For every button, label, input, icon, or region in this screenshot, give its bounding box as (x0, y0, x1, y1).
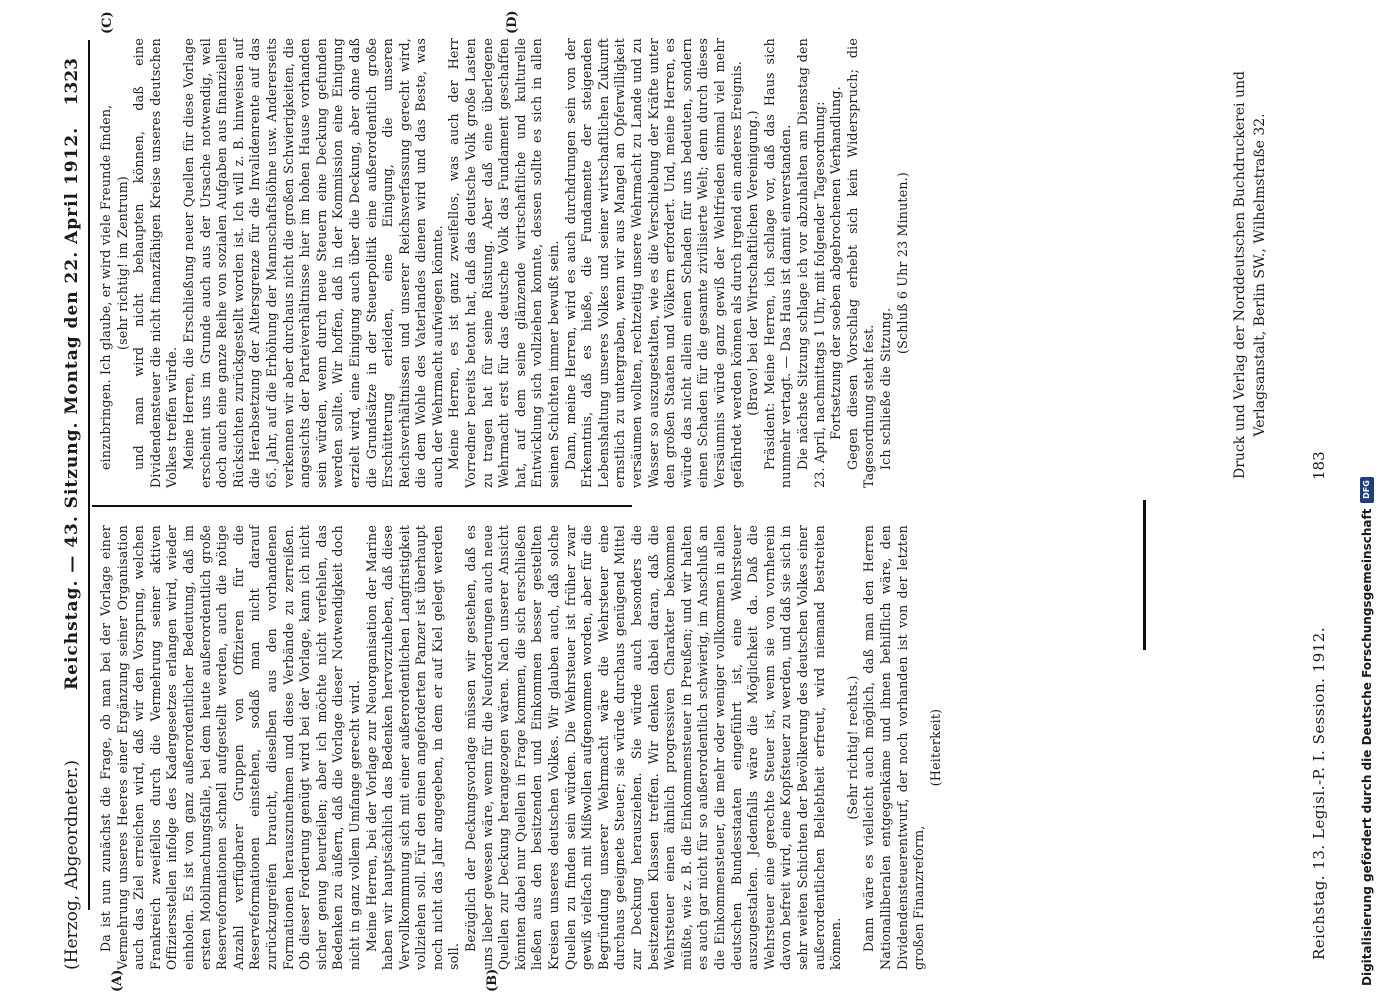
paragraph: einzubringen. Ich glaube, er wird viele Freunde finden, (98, 104, 113, 470)
paragraph: Da ist nun zunächst die Frage, ob man bei der Vorlage einer Vermehrung unseres Heeres einer Ergänzung seiner Organisation auch das Ziel erreichen wird, daß wir den Vorsprung, welchen Frankreich zweifellos durch die Vermehrung seiner aktiven Offiziersstellen infolge des Kadergesetzes erlangen wird, wieder einholen. Es ist von ganz außerordentlicher Bedeutung, daß im ersten Mobilmachungsfalle, bei dem heute außerordentlich große Reserveformationen schnell aufgestellt werden, auch die nötige Anzahl verfügbarer Gruppen von Offizieren für die Reserveformationen einstehen, sodaß man nicht darauf zurückzugreifen braucht, dieselben aus den vorhandenen Formationen herauszunehmen und diese Verbände zu zerreißen. Ob dieser Forderung genügt wird bei der Vorlage, kann ich nicht sicher genug beurteilen; aber ich möchte nicht verfehlen, das Bedenken zu äußern, daß die Vorlage dieser Notwendigkeit doch nicht in ganz vollem Umfange gerecht wird. (98, 525, 362, 970)
paragraph: Meine Herren, es ist ganz zweifellos, was auch der Herr Vorredner bereits betont hat, daß das deutsche Volk große Lasten zu tragen hat für seine Rüstung. Aber daß eine überlegene Wehrmacht erst für das deutsche Volk das Fundament geschaffen hat, auf dem seine glänzende wirtschaftliche und kulturelle Entwicklung sich vollziehen konnte, dessen sollte es sich in allen seinen Schichten immer bewußt sein. (446, 38, 562, 488)
paragraph: Die nächste Sitzung schlage ich vor abzuhalten am Dienstag den 23. April, nachmittags 1 Uhr, mit folgender Tagesordnung: (794, 38, 827, 488)
interjection: (sehr richtig! im Zentrum) (114, 176, 130, 350)
digitization-text: Digitalisierung gefördert durch die Deutsche Forschungsgemeinschaft (1360, 508, 1374, 986)
paragraph: Präsident: Meine Herren, ich schlage vor, daß das Haus sich nunmehr vertagt. — Das Haus ist damit einverstanden. (761, 38, 794, 488)
digitization-note (1360, 0, 1374, 1000)
interjection: (Sehr richtig! rechts.) (844, 675, 860, 820)
footer-session: Reichstag. 13. Legisl.-P. I. Session. 1912. (1310, 626, 1328, 960)
margin-mark-a: (A) (110, 969, 125, 992)
page-header (62, 0, 88, 1000)
paragraph: Meine Herren, bei der Vorlage zur Neuorganisation der Marine haben wir hauptsächlich das Bedenken hervorzuheben, daß diese Vervollkommnung sich mit einer außerordentlichen Langfristigkeit vollziehen soll. Für den einen angeforderten Panzer ist überhaupt noch nicht das Jahr angegeben, in dem er auf Kiel gelegt werden soll. (363, 525, 462, 970)
header-rule (88, 40, 90, 910)
session-close: (Schluß 6 Uhr 23 Minuten.) (894, 172, 910, 354)
paragraph: Dann wäre es vielleicht auch möglich, daß man den Herren Nationalliberalen entgegenkäme und ihnen behilflich wäre, den Dividendensteuerentwurf, der noch vorhanden ist von der letzten großen Finanzreform, (861, 525, 927, 970)
dfg-logo-icon: DFG (1360, 477, 1374, 503)
paragraph: Bezüglich der Deckungsvorlage müssen wir gestehen, daß es uns lieber gewesen wäre, wenn für die Neuforderungen auch neue Quellen zur Deckung herangezogen wären. Nach unserer Ansicht könnten dabei nur Quellen in Frage kommen, die sich erschließen ließen aus den besitzenden und Einkommen besser gestellten Kreisen unseres deutschen Volkes. Wir glauben auch, daß solche Quellen zu finden sein würden. Die Wehrsteuer ist früher zwar gewiß vielfach mit Mißwollen aufgenommen worden, aber für die Begründung unserer Wehrmacht wäre die Wehrsteuer eine durchaus geeignete Steuer; sie würde durchaus genügend Mittel zur Deckung herausziehen. Sie würde auch besonders die besitzenden Klassen treffen. Wir denken dabei daran, daß die Wehrsteuer einen ähnlich progressiven Charakter bekommen müßte, wie z. B. die Einkommensteuer in Preußen; und wir halten es auch gar nicht für so außerordentlich schwierig, im Anschluß an die Einkommensteuer, die mehr oder weniger vollkommen in allen deutschen Bundesstaaten eingeführt ist, eine Wehrsteuer auszugestalten. Jedenfalls wäre die Möglichkeit da. Daß die Wehrsteuer eine gerechte Steuer ist, wenn sie von vornherein davon befreit wird, eine Kopfsteuer zu werden, und daß sie sich in sehr weiten Schichten der Bevölkerung des deutschen Volkes einer außerordentlichen Beliebtheit erfreut, wird niemand bestreiten können. (463, 525, 844, 970)
right-column (98, 38, 911, 488)
paragraph: und man wird nicht behaupten können, daß eine Dividendensteuer die nicht finanzfähigen Kreise unseres deutschen Volkes treffen würde. (131, 38, 180, 488)
paragraph: Ich schließe die Sitzung. (877, 307, 893, 470)
page-number-bottom: 183 (1310, 451, 1328, 480)
paragraph: Gegen diesen Vorschlag erhebt sich kein Widerspruch; die Tagesordnung steht fest. (844, 38, 877, 488)
page-number-top: 1323 (62, 58, 82, 106)
paragraph: Meine Herren, die Erschließung neuer Quellen für diese Vorlage erscheint uns im Grunde auch aus der Ursache notwendig, weil doch auch eine ganze Reihe von sozialen Aufgaben aus finanziellen Rücksichten zurückgestellt worden ist. Ich will z. B. hinweisen auf die Herabsetzung der Altersgrenze für die Invalidenrente auf das 65. Jahr, auf die Erhöhung der Mannschaftslöhne usw. Andererseits verkennen wir aber durchaus nicht die großen Schwierigkeiten, die angesichts der Parteiverhältnisse hier im hohen Hause vorhanden sein würden, wenn durch neue Steuern eine Deckung gefunden werden sollte. Wir hoffen, daß in der Kommission eine Einigung erzielt wird, eine Einigung auch über die Deckung, aber ohne daß die Grundsätze in der Steuerpolitik eine außerordentlich große Erschütterung erleiden, eine Einigung, die unseren Reichsverhältnissen und unserer Reichsverfassung gerecht wird, die dem Wohle des Vaterlandes dienen wird und das Beste, was auch der Wehrmacht aufwiegen könnte. (180, 38, 445, 488)
left-column (98, 525, 944, 970)
margin-mark-c: (C) (100, 11, 115, 34)
margin-mark-d: (D) (505, 10, 520, 34)
speaker-note: (Herzog, Abgeordneter.) (62, 759, 82, 970)
printer-imprint: Druck und Verlag der Norddeutschen Buchdruckerei und Verlagsanstalt, Berlin SW., Wilhelmstraße 32. (1232, 71, 1268, 479)
separator-line (1143, 500, 1146, 650)
column-divider (92, 505, 632, 507)
paragraph: Dann, meine Herren, wird es auch durchdrungen sein von der Erkenntnis, daß es hieße, die Fundamente der steigenden Lebenshaltung unseres Volkes und seiner wirtschaftlichen Zukunft ernstlich zu untergraben, wenn wir aus Mangel an Opferwilligkeit versäumen wollten, rechtzeitig unsere Wehrmacht zu Lande und zu Wasser so auszugestalten, wie es die Verschiebung der Kräfte unter den großen Staaten und Völkern erfordert. Und, meine Herren, es würde das nicht allein einen Schaden für uns bedeuten, sondern einen Schaden für die gesamte zivilisierte Welt; denn durch dieses Versäumnis würde ganz gewiß der Weltfrieden einmal viel mehr gefährdet werden können als durch irgend ein anderes Ereignis. (562, 38, 744, 488)
session-title: Reichstag. — 43. Sitzung. Montag den 22. April 1912. (62, 126, 82, 690)
agenda-item: Fortsetzung der soeben abgebrochenen Verhandlung. (828, 86, 844, 440)
interjection: (Heiterkeit) (927, 708, 943, 787)
interjection: (Bravo! bei der Wirtschaftlichen Vereinigung.) (745, 110, 761, 416)
margin-mark-b: (B) (485, 968, 500, 992)
